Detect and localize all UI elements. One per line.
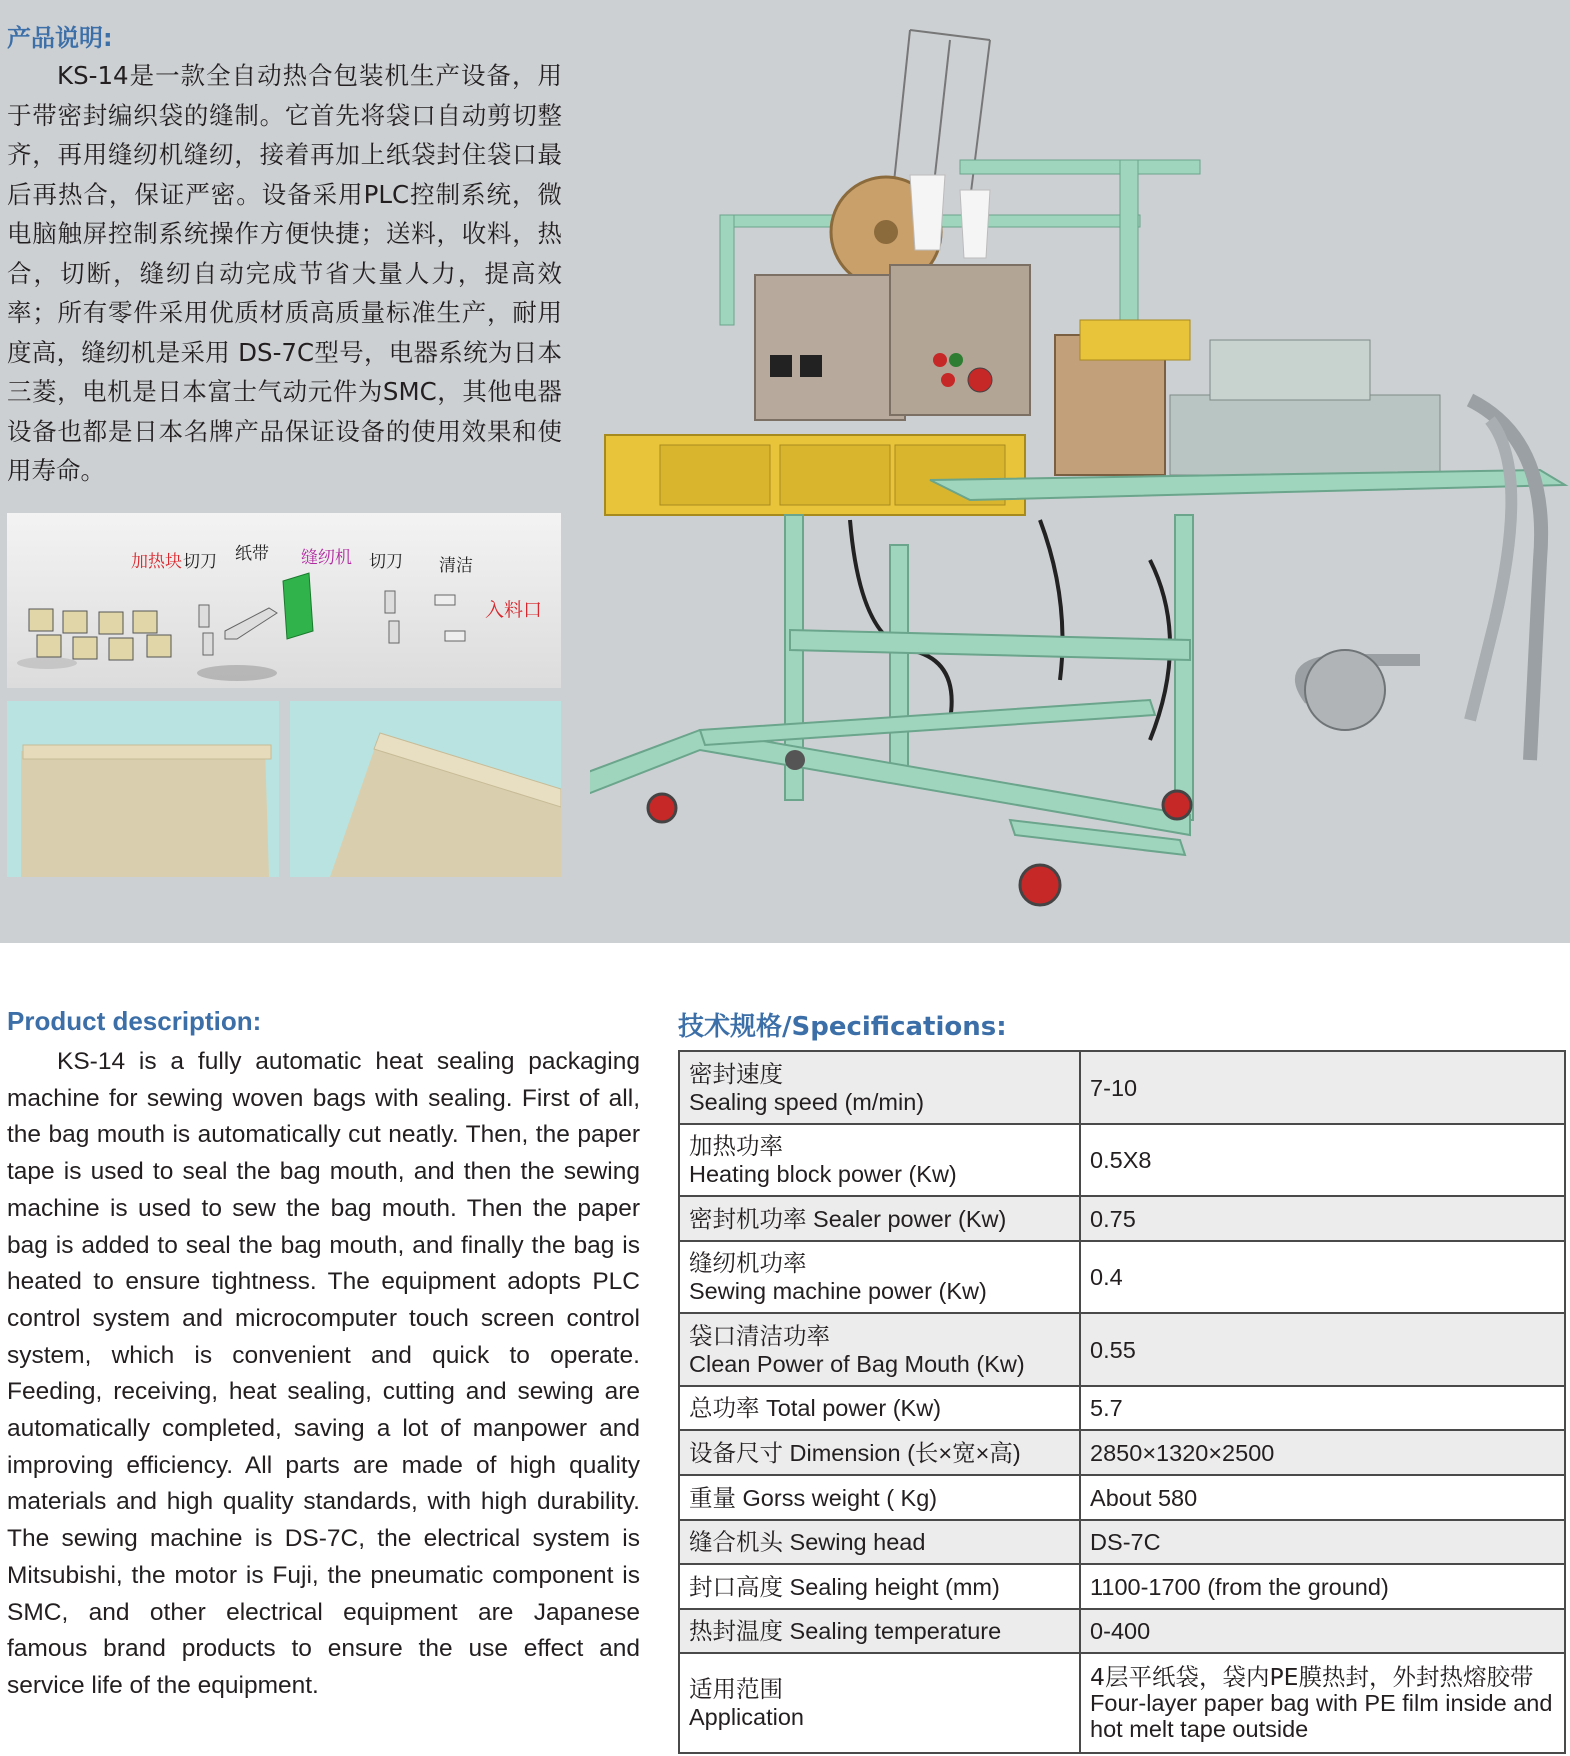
spec-key — [679, 1564, 1080, 1609]
spec-key — [679, 1196, 1080, 1241]
spec-key-cn: 密封机功率 — [689, 1204, 807, 1233]
spec-key-cn: 总功率 — [689, 1394, 760, 1422]
spec-value: 0.4 — [1080, 1241, 1565, 1313]
cn-body-text: KS-14是一款全自动热合包装机生产设备，用于带密封编织袋的缝制。它首先将袋口自动剪切整齐，再用缝纫机缝纫，接着再加上纸袋封住袋口最后再热合，保证严密。设备采用PLC控制系统，微电脑触屏控制系统操作方便快捷；送料，收料，热合，切断，缝纫自动完成节省大量人力，提高效率；所有零件采用优质材质高质量标准生产，耐用度高，缝纫机是采用 DS-7C型号，电器系统为日本三菱，电机是日本富士气动元件为SMC，其他电器设备也都是日本名牌产品保证设备的使用效果和使用寿命。 — [7, 61, 562, 485]
spec-key-en: Sewing machine power (Kw) — [689, 1278, 987, 1304]
cn-section-heading: 产品说明: — [7, 24, 113, 52]
spec-value: 0.75 — [1080, 1196, 1565, 1241]
spec-value: 0.5X8 — [1080, 1124, 1565, 1196]
spec-value: 2850×1320×2500 — [1080, 1430, 1565, 1475]
en-body-text: KS-14 is a fully automatic heat sealing packaging machine for sewing woven bags with sealing. First of all, the bag mouth is automatically cut neatly. Then, the paper tape is used to seal the bag mouth, and then the sewing machine is used to sew the bag mouth. Then the paper bag is added to seal the bag mouth, and finally the bag is heated to ensure tightness. The equipment adopts PLC control system and microcomputer touch screen control system, which is convenient and quick to operate. Feeding, receiving, heat sealing, cutting and sewing are automatically completed, saving a lot of manpower and improving efficiency. All parts are made of high quality materials and high quality standards, with high durability. The sewing machine is DS-7C, the electrical system is Mitsubishi, the motor is Fuji, the pneumatic component is SMC, and other electrical equipment are Japanese famous brand products to ensure the use effect and service life of the equipment. — [7, 1048, 640, 1699]
spec-row — [679, 1653, 1565, 1753]
spec-key — [679, 1475, 1080, 1520]
spec-key — [679, 1386, 1080, 1430]
label-cleaning: 清洁 — [439, 556, 473, 576]
spec-key-en: Clean Power of Bag Mouth (Kw) — [689, 1350, 1025, 1377]
label-cutter-2: 切刀 — [369, 552, 403, 572]
spec-key-en: Application — [689, 1704, 804, 1730]
spec-value-en: Four-layer paper bag with PE film inside and hot melt tape outside — [1090, 1690, 1553, 1742]
spec-key-en: Sealing temperature — [789, 1618, 1002, 1644]
spec-key — [679, 1051, 1080, 1124]
spec-row — [679, 1124, 1565, 1196]
spec-heading: 技术规格/Specifications: — [678, 1012, 1007, 1042]
process-diagram-graphic — [7, 513, 561, 688]
spec-key — [679, 1430, 1080, 1475]
spec-key-cn: 袋口清洁功率 — [689, 1321, 830, 1350]
spec-key-en: Gorss weight ( Kg) — [742, 1484, 938, 1511]
spec-key-cn: 热封温度 — [689, 1617, 783, 1645]
spec-key — [679, 1520, 1080, 1564]
bag-corner-image — [290, 701, 561, 877]
en-section-heading: Product description: — [7, 1006, 262, 1036]
spec-key — [679, 1653, 1080, 1753]
spec-value: 5.7 — [1080, 1386, 1565, 1430]
en-section-body — [7, 1044, 640, 1705]
spec-key-en: Sealer power (Kw) — [813, 1205, 1007, 1232]
spec-key-en: Sealing height (mm) — [789, 1573, 1000, 1600]
spec-row — [679, 1520, 1565, 1564]
label-cutter-1: 切刀 — [183, 552, 217, 572]
spec-key-cn: 缝合机头 — [689, 1528, 783, 1556]
spec-value: 0-400 — [1080, 1609, 1565, 1653]
spec-value: DS-7C — [1080, 1520, 1565, 1564]
spec-row — [679, 1564, 1565, 1609]
spec-key-cn: 设备尺寸 — [689, 1438, 783, 1467]
label-paper-tape: 纸带 — [235, 544, 269, 564]
spec-key — [679, 1313, 1080, 1386]
spec-row — [679, 1386, 1565, 1430]
spec-key-en: Sewing head — [789, 1529, 926, 1555]
spec-value: 7-10 — [1080, 1051, 1565, 1124]
spec-value: 0.55 — [1080, 1313, 1565, 1386]
spec-row — [679, 1196, 1565, 1241]
spec-key-cn: 加热功率 — [689, 1132, 783, 1160]
spec-key-cn: 封口高度 — [689, 1572, 783, 1601]
label-heating-block: 加热块 — [131, 552, 182, 572]
spec-key-en: Sealing speed (m/min) — [689, 1088, 925, 1115]
label-sewing-machine: 缝纫机 — [301, 548, 352, 568]
spec-value — [1080, 1653, 1565, 1753]
spec-row — [679, 1430, 1565, 1475]
spec-key-en: Total power (Kw) — [766, 1395, 942, 1421]
bag-front-image — [7, 701, 279, 877]
spec-key-cn: 重量 — [689, 1483, 736, 1512]
label-inlet: 入料口 — [485, 599, 543, 621]
bag-photo-front — [7, 701, 279, 877]
spec-row — [679, 1475, 1565, 1520]
spec-key-en: Dimension (长×宽×高) — [789, 1439, 1021, 1466]
process-diagram — [7, 513, 561, 688]
spec-key-cn: 密封速度 — [689, 1059, 783, 1088]
spec-key-en: Heating block power (Kw) — [689, 1161, 957, 1187]
bag-photo-corner — [290, 701, 561, 877]
spec-key — [679, 1124, 1080, 1196]
spec-key-cn: 适用范围 — [689, 1675, 783, 1703]
spec-value-cn: 4层平纸袋，袋内PE膜热封，外封热熔胶带 — [1090, 1663, 1534, 1691]
spec-value: About 580 — [1080, 1475, 1565, 1520]
spec-key — [679, 1609, 1080, 1653]
spec-table — [678, 1050, 1566, 1754]
cn-section-body — [7, 56, 562, 491]
spec-value: 1100-1700 (from the ground) — [1080, 1564, 1565, 1609]
spec-row — [679, 1241, 1565, 1313]
spec-row — [679, 1313, 1565, 1386]
spec-key — [679, 1241, 1080, 1313]
machine-photo — [590, 0, 1570, 943]
spec-key-cn: 缝纫机功率 — [689, 1249, 807, 1277]
spec-row — [679, 1609, 1565, 1653]
spec-row — [679, 1051, 1565, 1124]
